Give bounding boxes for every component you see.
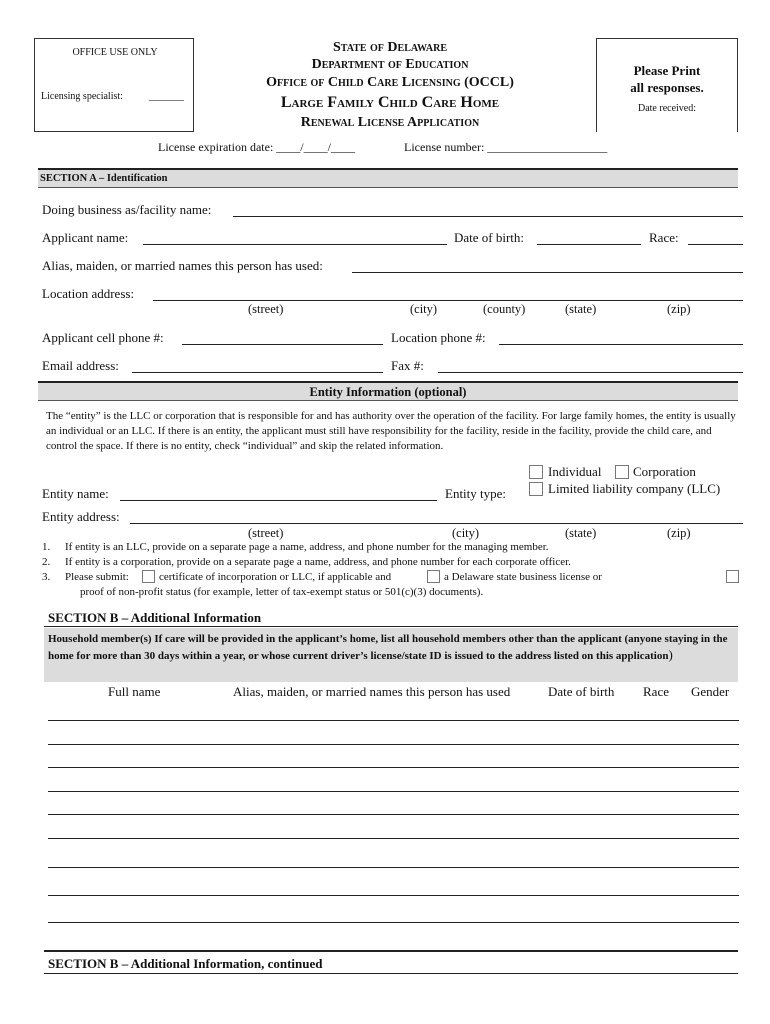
note-1-number: 1.	[42, 541, 51, 553]
location-phone-label: Location phone #:	[391, 330, 486, 345]
header-department: Department of Education	[311, 57, 469, 72]
household-row[interactable]	[48, 791, 739, 792]
entity-state-caption: (state)	[565, 526, 597, 540]
office-use-title: OFFICE USE ONLY	[72, 47, 158, 58]
race-label: Race:	[649, 230, 679, 245]
licensing-specialist-label: Licensing specialist:	[41, 91, 123, 102]
household-row[interactable]	[48, 744, 739, 745]
location-zip-caption: (zip)	[667, 302, 691, 316]
business-license-checkbox[interactable]	[427, 570, 440, 583]
location-county-caption: (county)	[483, 302, 526, 316]
please-print-box	[596, 38, 738, 132]
alias-label: Alias, maiden, or married names this person has used:	[42, 258, 323, 273]
section-a-bar	[38, 168, 738, 188]
note-1: If entity is an LLC, provide on a separate page a name, address, and phone number for the managing member.	[65, 541, 549, 553]
dob-field[interactable]	[537, 244, 641, 245]
entity-address-field[interactable]	[130, 523, 743, 524]
alias-field[interactable]	[352, 272, 743, 273]
note-3-number: 3.	[42, 571, 51, 583]
please-print-line2: all responses.	[630, 80, 704, 95]
entity-street-caption: (street)	[248, 526, 284, 540]
individual-checkbox[interactable]	[529, 465, 543, 479]
entity-bar	[38, 381, 738, 401]
household-row[interactable]	[48, 838, 739, 839]
certificate-checkbox[interactable]	[142, 570, 155, 583]
header-form-type: Large Family Child Care Home	[280, 94, 500, 111]
dob-label: Date of birth:	[454, 230, 525, 245]
note-2: If entity is a corporation, provide on a separate page a name, address, and phone number for each corporate officer.	[65, 556, 571, 568]
household-row[interactable]	[48, 767, 739, 768]
dba-label: Doing business as/facility name:	[42, 202, 212, 217]
applicant-name-label: Applicant name:	[42, 230, 129, 245]
entity-city-caption: (city)	[452, 526, 480, 540]
please-print-line1: Please Print	[633, 63, 701, 78]
household-row[interactable]	[48, 895, 739, 896]
household-row[interactable]	[48, 922, 739, 923]
household-close-paren: )	[668, 647, 673, 662]
household-row[interactable]	[48, 867, 739, 868]
llc-label: Limited liability company (LLC)	[548, 481, 721, 496]
llc-checkbox[interactable]	[529, 482, 543, 496]
note-3-license: a Delaware state business license or	[444, 571, 602, 583]
email-field[interactable]	[132, 372, 383, 373]
cell-phone-label: Applicant cell phone #:	[42, 330, 164, 345]
header-office: Office of Child Care Licensing (OCCL)	[266, 75, 514, 90]
location-street-caption: (street)	[248, 302, 284, 316]
location-address-label: Location address:	[42, 286, 135, 301]
license-number[interactable]: License number: ____________________	[404, 140, 608, 154]
section-b-continued-rule	[44, 973, 738, 974]
section-a-title: SECTION A – Identification	[40, 173, 168, 184]
fax-field[interactable]	[438, 372, 743, 373]
col-alias: Alias, maiden, or married names this person has used	[233, 684, 511, 699]
note-2-number: 2.	[42, 556, 51, 568]
header-form-title: Renewal License Application	[300, 115, 480, 130]
office-use-box	[34, 38, 194, 132]
location-phone-field[interactable]	[499, 344, 743, 345]
entity-address-label: Entity address:	[42, 509, 120, 524]
date-received-label: Date received:	[637, 103, 697, 114]
corporation-label: Corporation	[633, 464, 696, 479]
race-field[interactable]	[688, 244, 743, 245]
section-b-title: SECTION B – Additional Information	[48, 610, 262, 625]
entity-title: Entity Information (optional)	[309, 385, 467, 399]
entity-zip-caption: (zip)	[667, 526, 691, 540]
col-gender: Gender	[691, 684, 730, 699]
entity-type-label: Entity type:	[445, 486, 507, 501]
email-label: Email address:	[42, 358, 119, 373]
location-state-caption: (state)	[565, 302, 597, 316]
location-city-caption: (city)	[410, 302, 438, 316]
note-3-intro: Please submit:	[65, 571, 129, 583]
dba-field[interactable]	[233, 216, 743, 217]
section-b-continued-top-rule	[44, 950, 738, 952]
household-instructions-text: Household member(s) If care will be provided in the applicant’s home, list all household members other than the applicant (anyone staying in the home for more than 30 days within a year, or whose current driver’s license/state ID is issued to the address listed on this application	[48, 633, 728, 662]
entity-name-label: Entity name:	[42, 486, 109, 501]
header-state: State of Delaware	[333, 40, 447, 55]
household-row[interactable]	[48, 814, 739, 815]
household-instructions	[48, 631, 736, 664]
fax-label: Fax #:	[391, 358, 424, 373]
note-3-certificate: certificate of incorporation or LLC, if applicable and	[159, 571, 392, 583]
col-dob: Date of birth	[548, 684, 615, 699]
section-b-rule	[44, 626, 738, 627]
col-race: Race	[643, 684, 669, 699]
entity-name-field[interactable]	[120, 500, 437, 501]
corporation-checkbox[interactable]	[615, 465, 629, 479]
section-b-continued-title: SECTION B – Additional Information, continued	[48, 956, 323, 971]
licensing-specialist-blank: _______	[149, 91, 184, 102]
individual-label: Individual	[548, 464, 602, 479]
col-full-name: Full name	[108, 684, 161, 699]
nonprofit-checkbox[interactable]	[726, 570, 739, 583]
note-3-nonprofit: proof of non-profit status (for example, letter of tax-exempt status or 501(c)(3) documents).	[80, 586, 484, 598]
entity-description: The “entity” is the LLC or corporation that is responsible for and has authority over the operation of the facility. For large family homes, the entity is usually an individual or an LLC. If there is an entity, the applicant must still have responsibility for the facility, reside in the facility, provide the child care, and control the space. If there is no entity, check “individual” and skip the related information.	[46, 410, 736, 452]
applicant-name-field[interactable]	[143, 244, 447, 245]
location-address-field[interactable]	[153, 300, 743, 301]
license-expiration-date[interactable]: License expiration date: ____/____/____	[158, 140, 355, 154]
household-row[interactable]	[48, 720, 739, 721]
household-box	[44, 628, 738, 682]
cell-phone-field[interactable]	[182, 344, 383, 345]
